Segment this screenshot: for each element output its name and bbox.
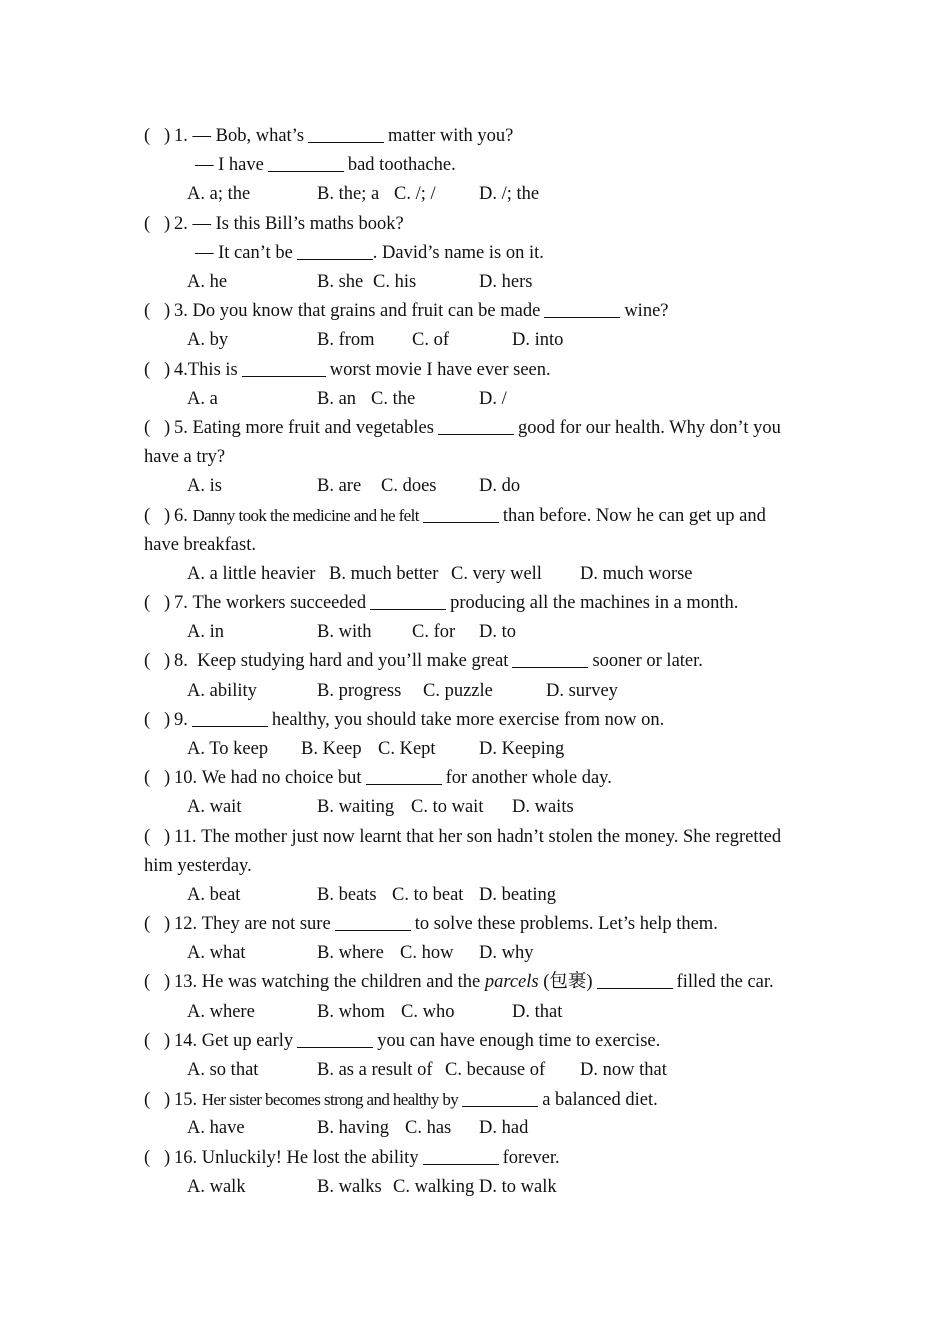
answer-paren[interactable]: ( ) xyxy=(144,651,171,672)
question-number: 14. xyxy=(174,1030,198,1051)
answer-paren[interactable]: ( ) xyxy=(144,1147,171,1168)
option-d[interactable]: D. now that xyxy=(580,1060,667,1080)
question-number: 7. xyxy=(174,593,188,613)
question-number: 12. xyxy=(174,914,198,935)
option-b[interactable]: B. she xyxy=(317,271,364,292)
reply-text: . David’s name is on it. xyxy=(372,242,544,263)
question-16-options xyxy=(0,1173,950,1202)
answer-paren[interactable]: ( ) xyxy=(144,768,171,789)
question-number: 9. xyxy=(174,709,188,730)
question-stem: healthy, you should take more exercise from now on. xyxy=(271,709,665,730)
question-12 xyxy=(0,910,950,939)
option-a[interactable]: A. beat xyxy=(187,884,241,905)
option-b[interactable]: B. progress xyxy=(317,680,402,701)
answer-blank[interactable] xyxy=(462,1090,538,1107)
option-a[interactable]: A. a xyxy=(187,388,218,409)
question-stem: matter with you? xyxy=(388,126,514,146)
answer-paren[interactable]: ( ) xyxy=(144,126,171,146)
question-stem: producing all the machines in a month. xyxy=(450,593,739,613)
question-12-options xyxy=(0,939,950,968)
question-8 xyxy=(0,647,950,676)
option-a[interactable]: A. by xyxy=(187,330,229,351)
option-c[interactable]: C. how xyxy=(400,943,454,964)
question-stem: This is xyxy=(187,359,238,380)
answer-blank[interactable] xyxy=(370,593,446,610)
option-d[interactable]: D. to xyxy=(479,622,516,643)
question-2-options xyxy=(0,268,950,297)
option-b[interactable]: B. an xyxy=(317,388,357,409)
question-number: 16. xyxy=(174,1147,198,1168)
option-b[interactable]: B. where xyxy=(317,943,384,964)
answer-paren[interactable]: ( ) xyxy=(144,1090,171,1111)
answer-paren[interactable]: ( ) xyxy=(144,1030,171,1051)
question-stem: The mother just now learnt that her son hadn’t stolen the money. She regretted xyxy=(201,826,782,847)
answer-paren[interactable]: ( ) xyxy=(144,914,171,935)
answer-blank[interactable] xyxy=(597,972,673,989)
question-11 xyxy=(0,823,950,852)
italic-word: parcels xyxy=(484,972,539,993)
option-a[interactable]: A. have xyxy=(187,1118,245,1139)
question-5 xyxy=(0,414,950,443)
option-c[interactable]: C. the xyxy=(371,388,416,409)
option-d[interactable]: D. waits xyxy=(512,797,574,818)
question-stem: — Is this Bill’s maths book? xyxy=(192,213,404,234)
option-c[interactable]: C. Kept xyxy=(378,738,436,759)
question-8-options xyxy=(0,677,950,706)
question-stem: good for our health. Why don’t you xyxy=(517,417,781,438)
answer-paren[interactable]: ( ) xyxy=(144,972,171,993)
answer-blank[interactable] xyxy=(335,914,411,931)
option-d[interactable]: D. survey xyxy=(546,680,618,701)
question-2 xyxy=(0,210,950,239)
question-stem: to solve these problems. Let’s help them. xyxy=(414,914,718,935)
question-1-reply xyxy=(0,151,950,180)
option-c[interactable]: C. to beat xyxy=(392,884,464,905)
question-number: 6. xyxy=(174,506,188,527)
reply-text: — I have xyxy=(195,155,264,176)
option-c[interactable]: C. because of xyxy=(445,1060,546,1080)
answer-blank[interactable] xyxy=(423,1148,499,1165)
question-stem: filled the car. xyxy=(676,972,774,993)
question-stem: — Bob, what’s xyxy=(192,126,305,146)
option-b[interactable]: B. Keep xyxy=(301,738,362,759)
question-4-options xyxy=(0,385,950,414)
answer-paren[interactable]: ( ) xyxy=(144,417,171,438)
question-stem: wine? xyxy=(624,301,669,322)
question-10 xyxy=(0,764,950,793)
option-d[interactable]: D. /; the xyxy=(479,184,540,205)
option-a[interactable]: A. so that xyxy=(187,1060,259,1080)
chinese-gloss: (包裹) xyxy=(543,972,593,993)
question-7 xyxy=(0,589,950,618)
question-1-options xyxy=(0,180,950,209)
question-stem: Danny took the medicine and he felt xyxy=(192,506,419,526)
question-number: 4. xyxy=(174,359,188,380)
answer-blank[interactable] xyxy=(423,506,499,523)
option-b[interactable]: B. whom xyxy=(317,1001,385,1022)
option-b[interactable]: B. much better xyxy=(329,563,439,584)
option-a[interactable]: A. a little heavier xyxy=(187,563,316,584)
question-stem: you can have enough time to exercise. xyxy=(377,1030,661,1051)
question-number: 5. xyxy=(174,417,188,438)
question-6-options xyxy=(0,560,950,589)
option-a[interactable]: A. is xyxy=(187,476,222,497)
answer-blank[interactable] xyxy=(268,155,344,172)
question-2-reply xyxy=(0,239,950,268)
answer-paren[interactable]: ( ) xyxy=(144,301,171,322)
question-stem: Unluckily! He lost the ability xyxy=(201,1147,419,1168)
question-15-options xyxy=(0,1114,950,1143)
option-c[interactable]: C. for xyxy=(412,622,456,643)
question-11-options xyxy=(0,881,950,910)
option-a[interactable]: A. walk xyxy=(187,1176,246,1197)
question-number: 1. xyxy=(174,126,188,146)
question-number: 11. xyxy=(174,826,197,847)
option-b[interactable]: B. walks xyxy=(317,1176,382,1197)
option-a[interactable]: A. in xyxy=(187,622,224,643)
question-4 xyxy=(0,356,950,385)
answer-blank[interactable] xyxy=(544,301,620,318)
option-a[interactable]: A. where xyxy=(187,1001,255,1022)
question-stem: worst movie I have ever seen. xyxy=(329,359,551,380)
option-a[interactable]: A. To keep xyxy=(187,738,269,759)
option-b[interactable]: B. waiting xyxy=(317,797,395,818)
answer-blank[interactable] xyxy=(366,768,442,785)
option-d[interactable]: D. Keeping xyxy=(479,738,565,759)
answer-paren[interactable]: ( ) xyxy=(144,593,171,613)
question-14 xyxy=(0,1027,950,1056)
question-stem: Get up early xyxy=(201,1030,294,1051)
question-3-options xyxy=(0,326,950,355)
answer-blank[interactable] xyxy=(438,418,514,435)
question-stem: Eating more fruit and vegetables xyxy=(192,417,434,438)
question-stem: sooner or later. xyxy=(592,651,703,672)
question-11-continuation: him yesterday. xyxy=(144,855,252,876)
option-a[interactable]: A. he xyxy=(187,271,228,292)
question-7-options xyxy=(0,618,950,647)
answer-blank[interactable] xyxy=(308,126,384,143)
question-stem: Do you know that grains and fruit can be made xyxy=(192,301,541,322)
option-a[interactable]: A. what xyxy=(187,943,246,964)
option-d[interactable]: D. hers xyxy=(479,271,533,292)
answer-paren[interactable]: ( ) xyxy=(144,359,171,380)
question-6 xyxy=(0,501,950,530)
option-a[interactable]: A. ability xyxy=(187,680,257,701)
question-9 xyxy=(0,706,950,735)
option-b[interactable]: B. are xyxy=(317,476,362,497)
question-number: 13. xyxy=(174,972,198,993)
option-d[interactable]: D. to walk xyxy=(479,1176,557,1197)
question-stem: The workers succeeded xyxy=(192,593,367,613)
question-list xyxy=(0,122,950,1202)
answer-paren[interactable]: ( ) xyxy=(144,709,171,730)
option-b[interactable]: B. as a result of xyxy=(317,1060,433,1080)
question-stem: for another whole day. xyxy=(445,768,612,789)
option-b[interactable]: B. with xyxy=(317,622,372,643)
question-9-options xyxy=(0,735,950,764)
option-c[interactable]: C. to wait xyxy=(411,797,484,818)
option-a[interactable]: A. wait xyxy=(187,797,242,818)
option-c[interactable]: C. /; / xyxy=(394,184,436,205)
question-stem: than before. Now he can get up and xyxy=(502,506,766,527)
question-number: 2. xyxy=(174,213,188,234)
question-number: 10. xyxy=(174,768,198,789)
option-d[interactable]: D. why xyxy=(479,943,534,964)
question-14-options xyxy=(0,1056,950,1085)
option-d[interactable]: D. beating xyxy=(479,884,557,905)
question-13-options xyxy=(0,998,950,1027)
option-c[interactable]: C. puzzle xyxy=(423,680,493,701)
option-c[interactable]: C. walking xyxy=(393,1176,475,1197)
question-5-options xyxy=(0,472,950,501)
reply-text: — It can’t be xyxy=(195,242,293,263)
reply-text: bad toothache. xyxy=(347,155,456,176)
answer-paren[interactable]: ( ) xyxy=(144,826,171,847)
answer-blank[interactable] xyxy=(512,651,588,668)
option-d[interactable]: D. / xyxy=(479,388,507,409)
option-c[interactable]: C. of xyxy=(412,330,449,351)
option-d[interactable]: D. into xyxy=(512,330,564,351)
answer-blank[interactable] xyxy=(297,243,373,260)
option-c[interactable]: C. his xyxy=(373,271,417,292)
question-stem: Her sister becomes strong and healthy by xyxy=(201,1090,459,1110)
question-3 xyxy=(0,297,950,326)
option-d[interactable]: D. that xyxy=(512,1001,563,1022)
option-a[interactable]: A. a; the xyxy=(187,184,251,205)
option-c[interactable]: C. who xyxy=(401,1001,455,1022)
question-10-options xyxy=(0,793,950,822)
answer-blank[interactable] xyxy=(242,360,326,377)
question-16 xyxy=(0,1144,950,1173)
question-stem: Keep studying hard and you’ll make great xyxy=(197,651,509,672)
option-c[interactable]: C. has xyxy=(405,1118,452,1139)
question-stem: We had no choice but xyxy=(201,768,362,789)
option-c[interactable]: C. very well xyxy=(451,563,542,584)
question-6-continuation: have breakfast. xyxy=(144,534,256,555)
question-5-continuation: have a try? xyxy=(144,447,226,468)
question-1 xyxy=(0,122,950,151)
question-15 xyxy=(0,1085,950,1114)
answer-paren[interactable]: ( ) xyxy=(144,506,171,527)
question-number: 15. xyxy=(174,1090,198,1111)
option-c[interactable]: C. does xyxy=(381,476,437,497)
option-b[interactable]: B. the; a xyxy=(317,184,380,205)
answer-blank[interactable] xyxy=(192,710,268,727)
question-stem: a balanced diet. xyxy=(542,1090,658,1111)
option-d[interactable]: D. do xyxy=(479,476,521,497)
option-d[interactable]: D. had xyxy=(479,1118,529,1139)
option-d[interactable]: D. much worse xyxy=(580,563,693,584)
answer-paren[interactable]: ( ) xyxy=(144,213,171,234)
question-stem: He was watching the children and the xyxy=(201,972,481,993)
question-stem: They are not sure xyxy=(201,914,331,935)
option-b[interactable]: B. beats xyxy=(317,884,377,905)
question-number: 8. xyxy=(174,651,188,672)
option-b[interactable]: B. from xyxy=(317,330,375,351)
question-stem: forever. xyxy=(502,1147,560,1168)
answer-blank[interactable] xyxy=(297,1031,373,1048)
question-number: 3. xyxy=(174,301,188,322)
option-b[interactable]: B. having xyxy=(317,1118,389,1139)
question-13 xyxy=(0,968,950,997)
